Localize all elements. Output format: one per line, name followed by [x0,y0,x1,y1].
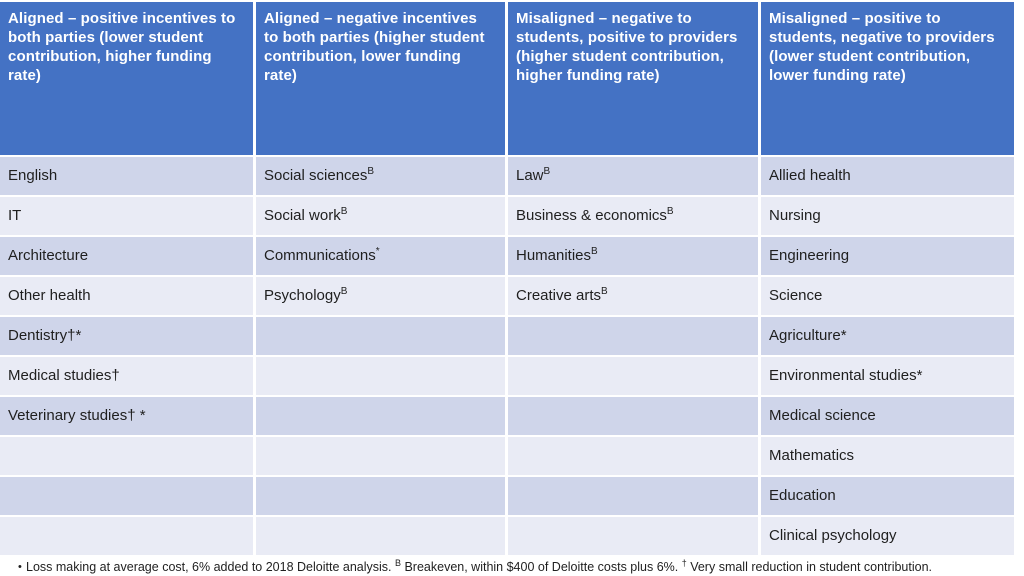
column-header-misaligned-positive-students: Misaligned – positive to students, negative to providers (lower student contribution, lower funding rate) [761,2,1014,155]
footnote-segment: Very small reduction in student contribution. [686,559,933,574]
table-cell [761,517,1014,555]
cell-text: Medical science [769,407,876,424]
cell-text: English [8,167,58,184]
table-cell [508,437,758,475]
cell-text: Education [769,487,836,504]
cell-text: Nursing [769,207,821,224]
cell-superscript: B [340,286,348,297]
cell-text: Clinical psychology [769,527,897,544]
cell-text: Mathematics [769,447,855,464]
cell-superscript: B [601,286,608,297]
table-cell [761,237,1014,275]
cell-text: Agriculture* [769,327,847,344]
table-cell [0,517,253,555]
table-cell [256,157,505,195]
cell-text: Engineering [769,247,850,264]
footnote [0,557,1024,576]
table-cell [256,237,505,275]
footnote-superscript-dagger: † [681,557,687,568]
cell-text: Medical studies† [8,367,120,384]
footnote-segment: Loss making at average cost, 6% added to 2018 Deloitte analysis. [26,559,395,574]
table-cell [508,277,758,315]
table-cell [0,437,253,475]
cell-text: Science [769,287,823,304]
table-cell [0,197,253,235]
table-cell [761,157,1014,195]
footnote-superscript-b: B [394,557,401,568]
cell-text: Veterinary studies† * [8,407,146,424]
cell-text: Creative arts [516,287,602,304]
cell-superscript: B [367,166,375,177]
cell-text: Social sciences [264,167,368,184]
table-cell [508,317,758,355]
cell-superscript: * [375,246,380,257]
cell-superscript: B [591,246,598,257]
table-cell [0,157,253,195]
cell-superscript: B [666,206,674,217]
table-cell [0,397,253,435]
cell-text: Dentistry†* [8,327,82,344]
cell-text: Law [516,167,544,184]
table-cell [0,477,253,515]
table-cell [256,437,505,475]
footnote-bullet: • [18,560,22,573]
cell-text: IT [8,207,22,224]
table-cell [0,317,253,355]
table-cell [256,197,505,235]
table-cell [761,317,1014,355]
table-cell [508,357,758,395]
column-header-aligned-positive: Aligned – positive incentives to both parties (lower student contribution, higher funding rate) [0,2,253,155]
table-cell [256,357,505,395]
table-cell [256,317,505,355]
incentives-alignment-table [0,2,1014,555]
table-cell [0,277,253,315]
table-cell [508,397,758,435]
footnote-segment: Breakeven, within $400 of Deloitte costs plus 6%. [401,559,682,574]
cell-text: Architecture [8,247,89,264]
table-cell [761,357,1014,395]
table-cell [256,477,505,515]
cell-superscript: B [543,166,551,177]
table-cell [761,477,1014,515]
column-header-aligned-negative: Aligned – negative incentives to both parties (higher student contribution, lower funding rate) [256,2,505,155]
table-cell [761,437,1014,475]
table-cell [256,517,505,555]
table-cell [256,277,505,315]
table-cell [0,237,253,275]
footnote-text [26,557,933,574]
cell-text: Other health [8,287,91,304]
table-cell [508,237,758,275]
table-cell [508,517,758,555]
table-cell [761,397,1014,435]
cell-text: Communications [264,247,376,264]
cell-text: Business & economics [516,207,667,224]
cell-text: Humanities [516,247,592,264]
cell-superscript: B [340,206,348,217]
table-cell [508,157,758,195]
table-cell [256,397,505,435]
cell-text: Environmental studies* [769,367,923,384]
table-cell [761,277,1014,315]
cell-text: Social work [264,207,341,224]
table-cell [761,197,1014,235]
table-cell [0,357,253,395]
table-cell [508,197,758,235]
column-header-misaligned-negative-students: Misaligned – negative to students, positive to providers (higher student contribution, higher funding rate) [508,2,758,155]
cell-text: Psychology [264,287,341,304]
table-cell [508,477,758,515]
cell-text: Allied health [769,167,851,184]
